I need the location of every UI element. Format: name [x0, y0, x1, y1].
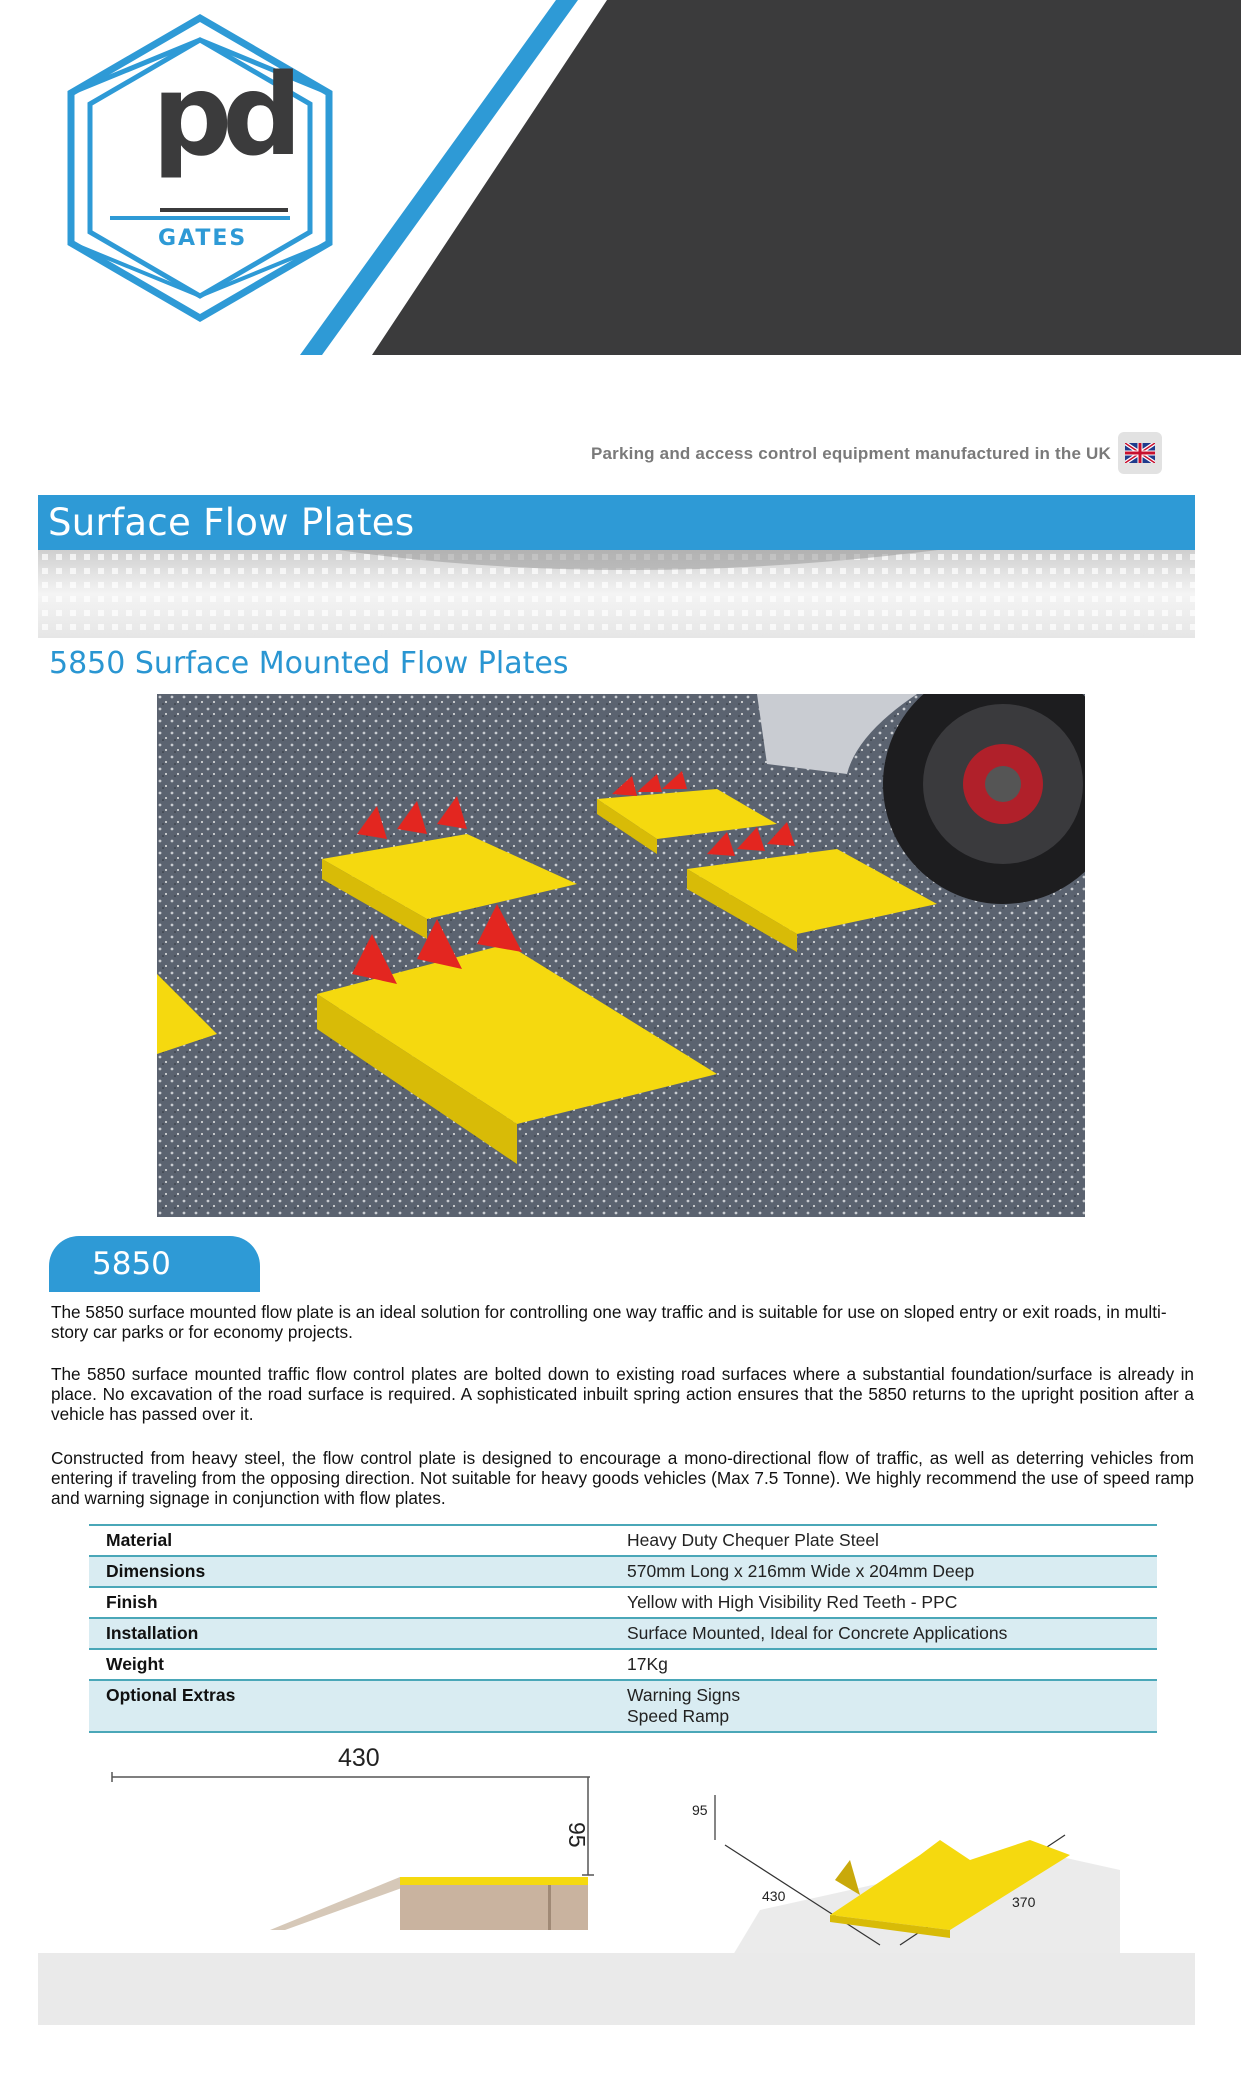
description-paragraph-1: The 5850 surface mounted flow plate is an ideal solution for controlling one way traffic and is suitable for use on sloped entry or exit roads, in multi-story car parks or for economy projects.: [51, 1302, 1167, 1342]
spec-row-material: [89, 1524, 1157, 1557]
section-title-bar: [38, 495, 1195, 550]
spec-table: [89, 1524, 1157, 1733]
width-dimension-label: 430: [338, 1744, 380, 1772]
product-photo: [157, 694, 1085, 1217]
spec-row-weight: [89, 1650, 1157, 1681]
logo-word: GATES: [158, 226, 248, 251]
spec-label: Material: [106, 1530, 173, 1550]
spec-value-line: Warning Signs: [627, 1685, 741, 1705]
product-title: 5850 Surface Mounted Flow Plates: [49, 646, 569, 681]
spec-label: Weight: [106, 1654, 165, 1674]
tagline: Parking and access control equipment manufactured in the UK: [590, 444, 1111, 463]
spec-row-dimensions: [89, 1557, 1157, 1588]
spec-label: Dimensions: [106, 1561, 206, 1581]
page-header: [0, 0, 1241, 360]
uk-flag-icon: [1118, 432, 1162, 474]
spec-label: Installation: [106, 1623, 199, 1643]
iso-height-label: 95: [692, 1802, 708, 1818]
spec-value: [619, 1681, 1157, 1731]
model-tab: [49, 1236, 260, 1292]
spec-value-line: Speed Ramp: [627, 1706, 730, 1726]
logo-letters: pd: [152, 51, 293, 181]
decorative-banner: [38, 550, 1195, 638]
spec-row-finish: [89, 1588, 1157, 1619]
spec-row-optional-extras: [89, 1681, 1157, 1733]
spec-label: Optional Extras: [106, 1685, 236, 1705]
spec-row-installation: [89, 1619, 1157, 1650]
spec-value: Heavy Duty Chequer Plate Steel: [627, 1530, 879, 1550]
description-paragraph-2: The 5850 surface mounted traffic flow control plates are bolted down to existing road surfaces where a substantial foundation/surface is already in place. No excavation of the road surface is required. A sophisticated inbuilt spring action ensures that the 5850 returns to the upright position after a vehicle has passed over it.: [51, 1364, 1194, 1424]
spec-value: 570mm Long x 216mm Wide x 204mm Deep: [627, 1561, 975, 1581]
spec-value: Yellow with High Visibility Red Teeth - PPC: [627, 1592, 958, 1612]
side-dimension-diagram: [100, 1735, 640, 1935]
section-title: Surface Flow Plates: [48, 501, 415, 544]
spec-value: Surface Mounted, Ideal for Concrete Applications: [627, 1623, 1008, 1643]
iso-width-label: 370: [1012, 1894, 1036, 1910]
description-paragraph-3: Constructed from heavy steel, the flow control plate is designed to encourage a mono-directional flow of traffic, as well as deterring vehicles from entering if traveling from the opposing direction. Not suitable for heavy goods vehicles (Max 7.5 Tonne). We highly recommend the use of speed ramp and warning signage in conjunction with flow plates.: [51, 1448, 1194, 1508]
model-tab-label: 5850: [92, 1246, 171, 1282]
height-dimension-label: 95: [564, 1822, 590, 1848]
iso-length-label: 430: [762, 1888, 786, 1904]
spec-label: Finish: [106, 1592, 158, 1612]
footer-band: [38, 1953, 1195, 2025]
isometric-dimension-diagram: [670, 1780, 1130, 1960]
spec-value: 17Kg: [627, 1654, 668, 1674]
